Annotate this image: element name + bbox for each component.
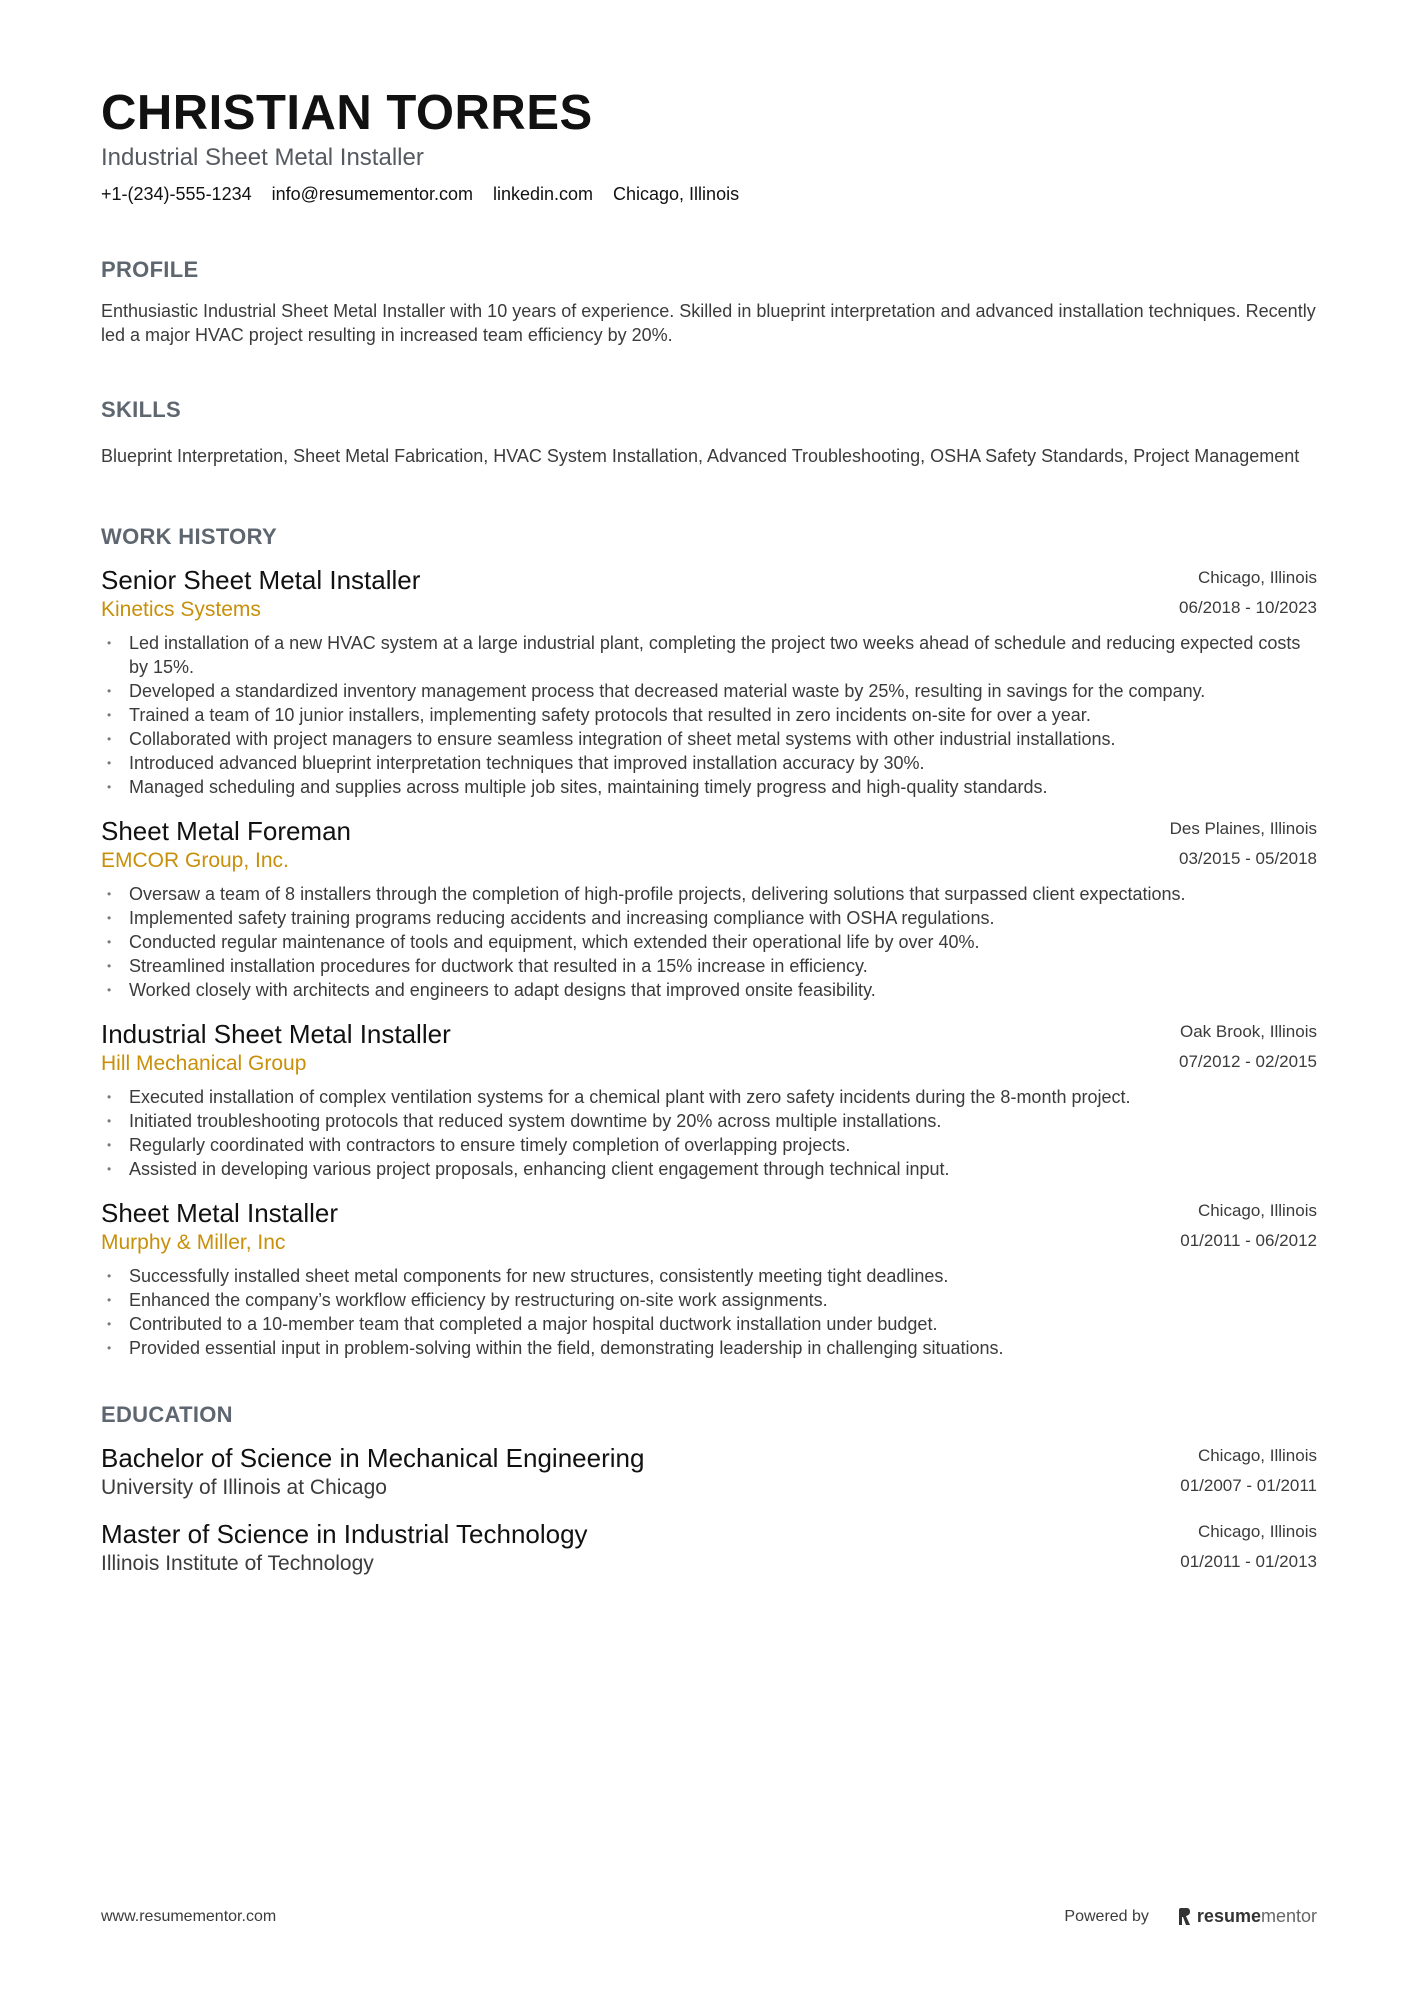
resume-page <box>101 84 1317 1578</box>
candidate-title: Industrial Sheet Metal Installer <box>101 144 424 171</box>
job-bullet: • Initiated troubleshooting protocols that reduced system downtime by 20% across multiple installations. <box>101 1109 1317 1133</box>
job-bullet: • Successfully installed sheet metal components for new structures, consistently meeting tight deadlines. <box>101 1264 1317 1288</box>
education-heading: EDUCATION <box>101 1402 233 1427</box>
footer-branding <box>1064 1906 1317 1927</box>
job-bullet: • Provided essential input in problem-solving within the field, demonstrating leadership in challenging situations. <box>101 1336 1317 1360</box>
work-history-heading: WORK HISTORY <box>101 524 277 549</box>
education-section <box>101 1402 1317 1578</box>
education-dates: 01/2007 - 01/2011 <box>1180 1476 1317 1495</box>
contact-email[interactable]: info@resumementor.com <box>271 184 473 204</box>
job-bullets <box>101 1264 1317 1360</box>
job-bullet: • Managed scheduling and supplies across multiple job sites, maintaining timely progress and high-quality standards. <box>101 775 1317 799</box>
candidate-name: CHRISTIAN TORRES <box>101 86 593 140</box>
job-role: Sheet Metal Foreman <box>101 816 352 846</box>
job-role: Sheet Metal Installer <box>101 1198 339 1228</box>
job-bullet: • Enhanced the company’s workflow efficiency by restructuring on-site work assignments. <box>101 1288 1317 1312</box>
contact-line <box>101 182 1317 206</box>
resumementor-logo-icon <box>1177 1907 1191 1927</box>
education-entry <box>101 1442 1317 1502</box>
skills-heading: SKILLS <box>101 397 182 422</box>
job-bullet: • Worked closely with architects and engineers to adapt designs that improved onsite feasibility. <box>101 978 1317 1002</box>
job-company: Kinetics Systems <box>101 598 261 621</box>
job-role: Industrial Sheet Metal Installer <box>101 1019 451 1049</box>
job-location: Des Plaines, Illinois <box>1169 819 1317 838</box>
job-entry <box>101 1197 1317 1360</box>
work-history-section <box>101 524 1317 1360</box>
job-dates: 03/2015 - 05/2018 <box>1178 849 1317 868</box>
page-footer <box>101 1906 1317 1927</box>
job-bullets <box>101 1085 1317 1181</box>
job-bullet: • Implemented safety training programs reducing accidents and increasing compliance with OSHA regulations. <box>101 906 1317 930</box>
skills-section <box>101 397 1317 468</box>
education-dates: 01/2011 - 01/2013 <box>1180 1552 1317 1571</box>
job-bullet: • Led installation of a new HVAC system at a large industrial plant, completing the project two weeks ahead of schedule and reducing expected costs by 15%. <box>101 631 1317 679</box>
job-company: EMCOR Group, Inc. <box>101 849 289 872</box>
footer-website-link[interactable]: www.resumementor.com <box>101 1907 277 1925</box>
job-dates: 01/2011 - 06/2012 <box>1180 1231 1317 1250</box>
job-bullet: • Executed installation of complex ventilation systems for a chemical plant with zero safety incidents during the 8-month project. <box>101 1085 1317 1109</box>
job-entry <box>101 815 1317 1002</box>
skills-text: Blueprint Interpretation, Sheet Metal Fabrication, HVAC System Installation, Advanced Troubleshooting, OSHA Safety Standards, Project Management <box>101 446 1300 466</box>
brand-name-light: mentor <box>1260 1906 1317 1926</box>
job-location: Chicago, Illinois <box>1197 568 1317 587</box>
job-bullet: • Oversaw a team of 8 installers through the completion of high-profile projects, delivering solutions that surpassed client expectations. <box>101 882 1317 906</box>
job-entry <box>101 564 1317 799</box>
job-dates: 06/2018 - 10/2023 <box>1178 598 1317 617</box>
education-entry <box>101 1518 1317 1578</box>
job-bullet: • Trained a team of 10 junior installers, implementing safety protocols that resulted in zero incidents on-site for over a year. <box>101 703 1317 727</box>
education-degree: Bachelor of Science in Mechanical Engineering <box>101 1443 645 1473</box>
job-company: Hill Mechanical Group <box>101 1052 307 1075</box>
job-role: Senior Sheet Metal Installer <box>101 565 421 595</box>
job-location: Oak Brook, Illinois <box>1180 1022 1317 1041</box>
profile-text: Enthusiastic Industrial Sheet Metal Installer with 10 years of experience. Skilled in blueprint interpretation and advanced installation techniques. Recently led a major HVAC project resulting in increased team efficiency by 20%. <box>101 301 1316 345</box>
profile-section <box>101 257 1317 347</box>
education-school: Illinois Institute of Technology <box>101 1552 374 1575</box>
profile-heading: PROFILE <box>101 257 199 282</box>
job-bullet: • Contributed to a 10-member team that completed a major hospital ductwork installation under budget. <box>101 1312 1317 1336</box>
job-bullet: • Assisted in developing various project proposals, enhancing client engagement through technical input. <box>101 1157 1317 1181</box>
job-bullet: • Developed a standardized inventory management process that decreased material waste by 25%, resulting in savings for the company. <box>101 679 1317 703</box>
job-bullets <box>101 631 1317 799</box>
resumementor-logo[interactable] <box>1177 1906 1317 1927</box>
job-bullet: • Regularly coordinated with contractors to ensure timely completion of overlapping projects. <box>101 1133 1317 1157</box>
job-company: Murphy & Miller, Inc <box>101 1231 286 1254</box>
job-entry <box>101 1018 1317 1181</box>
job-dates: 07/2012 - 02/2015 <box>1178 1052 1317 1071</box>
contact-phone: +1-(234)-555-1234 <box>101 184 252 204</box>
education-degree: Master of Science in Industrial Technology <box>101 1519 588 1549</box>
education-location: Chicago, Illinois <box>1197 1446 1317 1465</box>
contact-linkedin[interactable]: linkedin.com <box>492 184 594 204</box>
job-location: Chicago, Illinois <box>1197 1201 1317 1220</box>
brand-name-bold: resume <box>1196 1906 1261 1926</box>
contact-location: Chicago, Illinois <box>613 184 740 204</box>
education-location: Chicago, Illinois <box>1197 1522 1317 1541</box>
job-bullet: • Conducted regular maintenance of tools and equipment, which extended their operational life by over 40%. <box>101 930 1317 954</box>
job-bullet: • Introduced advanced blueprint interpretation techniques that improved installation accuracy by 30%. <box>101 751 1317 775</box>
job-bullets <box>101 882 1317 1002</box>
powered-by-label: Powered by <box>1064 1907 1149 1925</box>
job-bullet: • Streamlined installation procedures for ductwork that resulted in a 15% increase in efficiency. <box>101 954 1317 978</box>
job-bullet: • Collaborated with project managers to ensure seamless integration of sheet metal systems with other industrial installations. <box>101 727 1317 751</box>
education-school: University of Illinois at Chicago <box>101 1476 387 1499</box>
